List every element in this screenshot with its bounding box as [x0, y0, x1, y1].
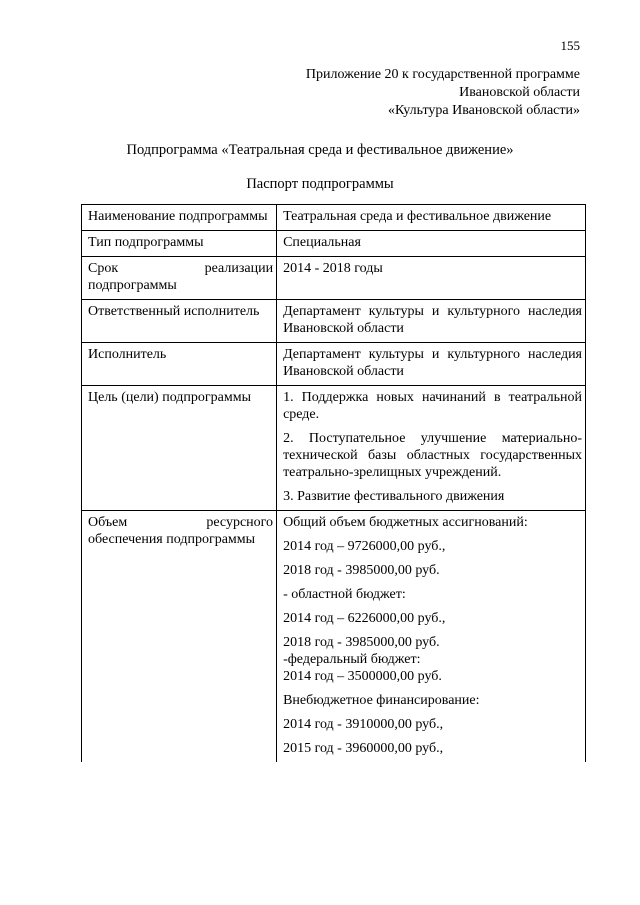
value-cell	[277, 386, 586, 511]
row-label-term: Срок реализации подпрограммы	[88, 261, 274, 293]
funding-total-2018: 2018 год - 3985000,00 руб.	[283, 563, 440, 578]
passport-table	[81, 204, 586, 762]
label-cell	[82, 231, 277, 257]
label-cell	[82, 511, 277, 763]
appendix-header	[306, 66, 580, 120]
funding-regional-federal-block	[283, 634, 582, 685]
funding-federal-2014: 2014 год – 3500000,00 руб.	[283, 669, 442, 684]
goal-item: 2. Поступательное улучшение материально-технической базы областных государственных театрально-зрелищных учреждений.	[283, 431, 582, 480]
funding-extra-heading: Внебюджетное финансирование:	[283, 693, 480, 708]
table-row-funding	[82, 511, 586, 763]
table-row-goals	[82, 386, 586, 511]
value-cell	[277, 205, 586, 231]
appendix-line-1: Приложение 20 к государственной программе	[305, 67, 580, 82]
funding-total-heading: Общий объем бюджетных ассигнований:	[283, 515, 528, 530]
row-label-executor: Исполнитель	[88, 347, 167, 362]
funding-regional-2014: 2014 год – 6226000,00 руб.,	[283, 611, 446, 626]
row-label-funding: Объем ресурсного обеспечения подпрограммы	[88, 515, 274, 547]
label-cell	[82, 386, 277, 511]
passport-title: Паспорт подпрограммы	[246, 176, 394, 192]
label-cell	[82, 300, 277, 343]
table-row-responsible	[82, 300, 586, 343]
value-cell	[277, 231, 586, 257]
row-value-name: Театральная среда и фестивальное движение	[283, 209, 552, 224]
value-cell	[277, 300, 586, 343]
value-cell	[277, 257, 586, 300]
table-row-term	[82, 257, 586, 300]
funding-regional-2018: 2018 год - 3985000,00 руб.	[283, 635, 440, 650]
funding-total-2014: 2014 год – 9726000,00 руб.,	[283, 539, 446, 554]
row-value-term: 2014 - 2018 годы	[283, 261, 383, 276]
value-cell	[277, 511, 586, 763]
appendix-line-3: «Культура Ивановской области»	[387, 103, 580, 118]
label-cell	[82, 343, 277, 386]
label-cell	[82, 257, 277, 300]
row-label-type: Тип подпрограммы	[88, 235, 204, 250]
goal-item: 3. Развитие фестивального движения	[283, 489, 505, 504]
funding-extra-2015: 2015 год - 3960000,00 руб.,	[283, 741, 444, 756]
label-cell	[82, 205, 277, 231]
value-cell	[277, 343, 586, 386]
funding-regional-heading: - областной бюджет:	[283, 587, 406, 602]
row-value-type: Специальная	[283, 235, 361, 250]
row-label-name: Наименование подпрограммы	[88, 209, 268, 224]
appendix-line-2: Ивановской области	[459, 85, 580, 100]
subprogram-title: Подпрограмма «Театральная среда и фестивальное движение»	[126, 142, 514, 158]
row-label-responsible: Ответственный исполнитель	[88, 304, 260, 319]
table-row-type	[82, 231, 586, 257]
table-row-name	[82, 205, 586, 231]
goal-item: 1. Поддержка новых начинаний в театральной среде.	[283, 390, 582, 422]
row-value-responsible: Департамент культуры и культурного наследия Ивановской области	[283, 304, 582, 336]
table-row-executor	[82, 343, 586, 386]
row-value-executor: Департамент культуры и культурного наследия Ивановской области	[283, 347, 582, 379]
funding-federal-heading: -федеральный бюджет:	[283, 652, 421, 667]
page-number: 155	[560, 38, 580, 53]
funding-extra-2014: 2014 год - 3910000,00 руб.,	[283, 717, 444, 732]
row-label-goals: Цель (цели) подпрограммы	[88, 390, 251, 405]
